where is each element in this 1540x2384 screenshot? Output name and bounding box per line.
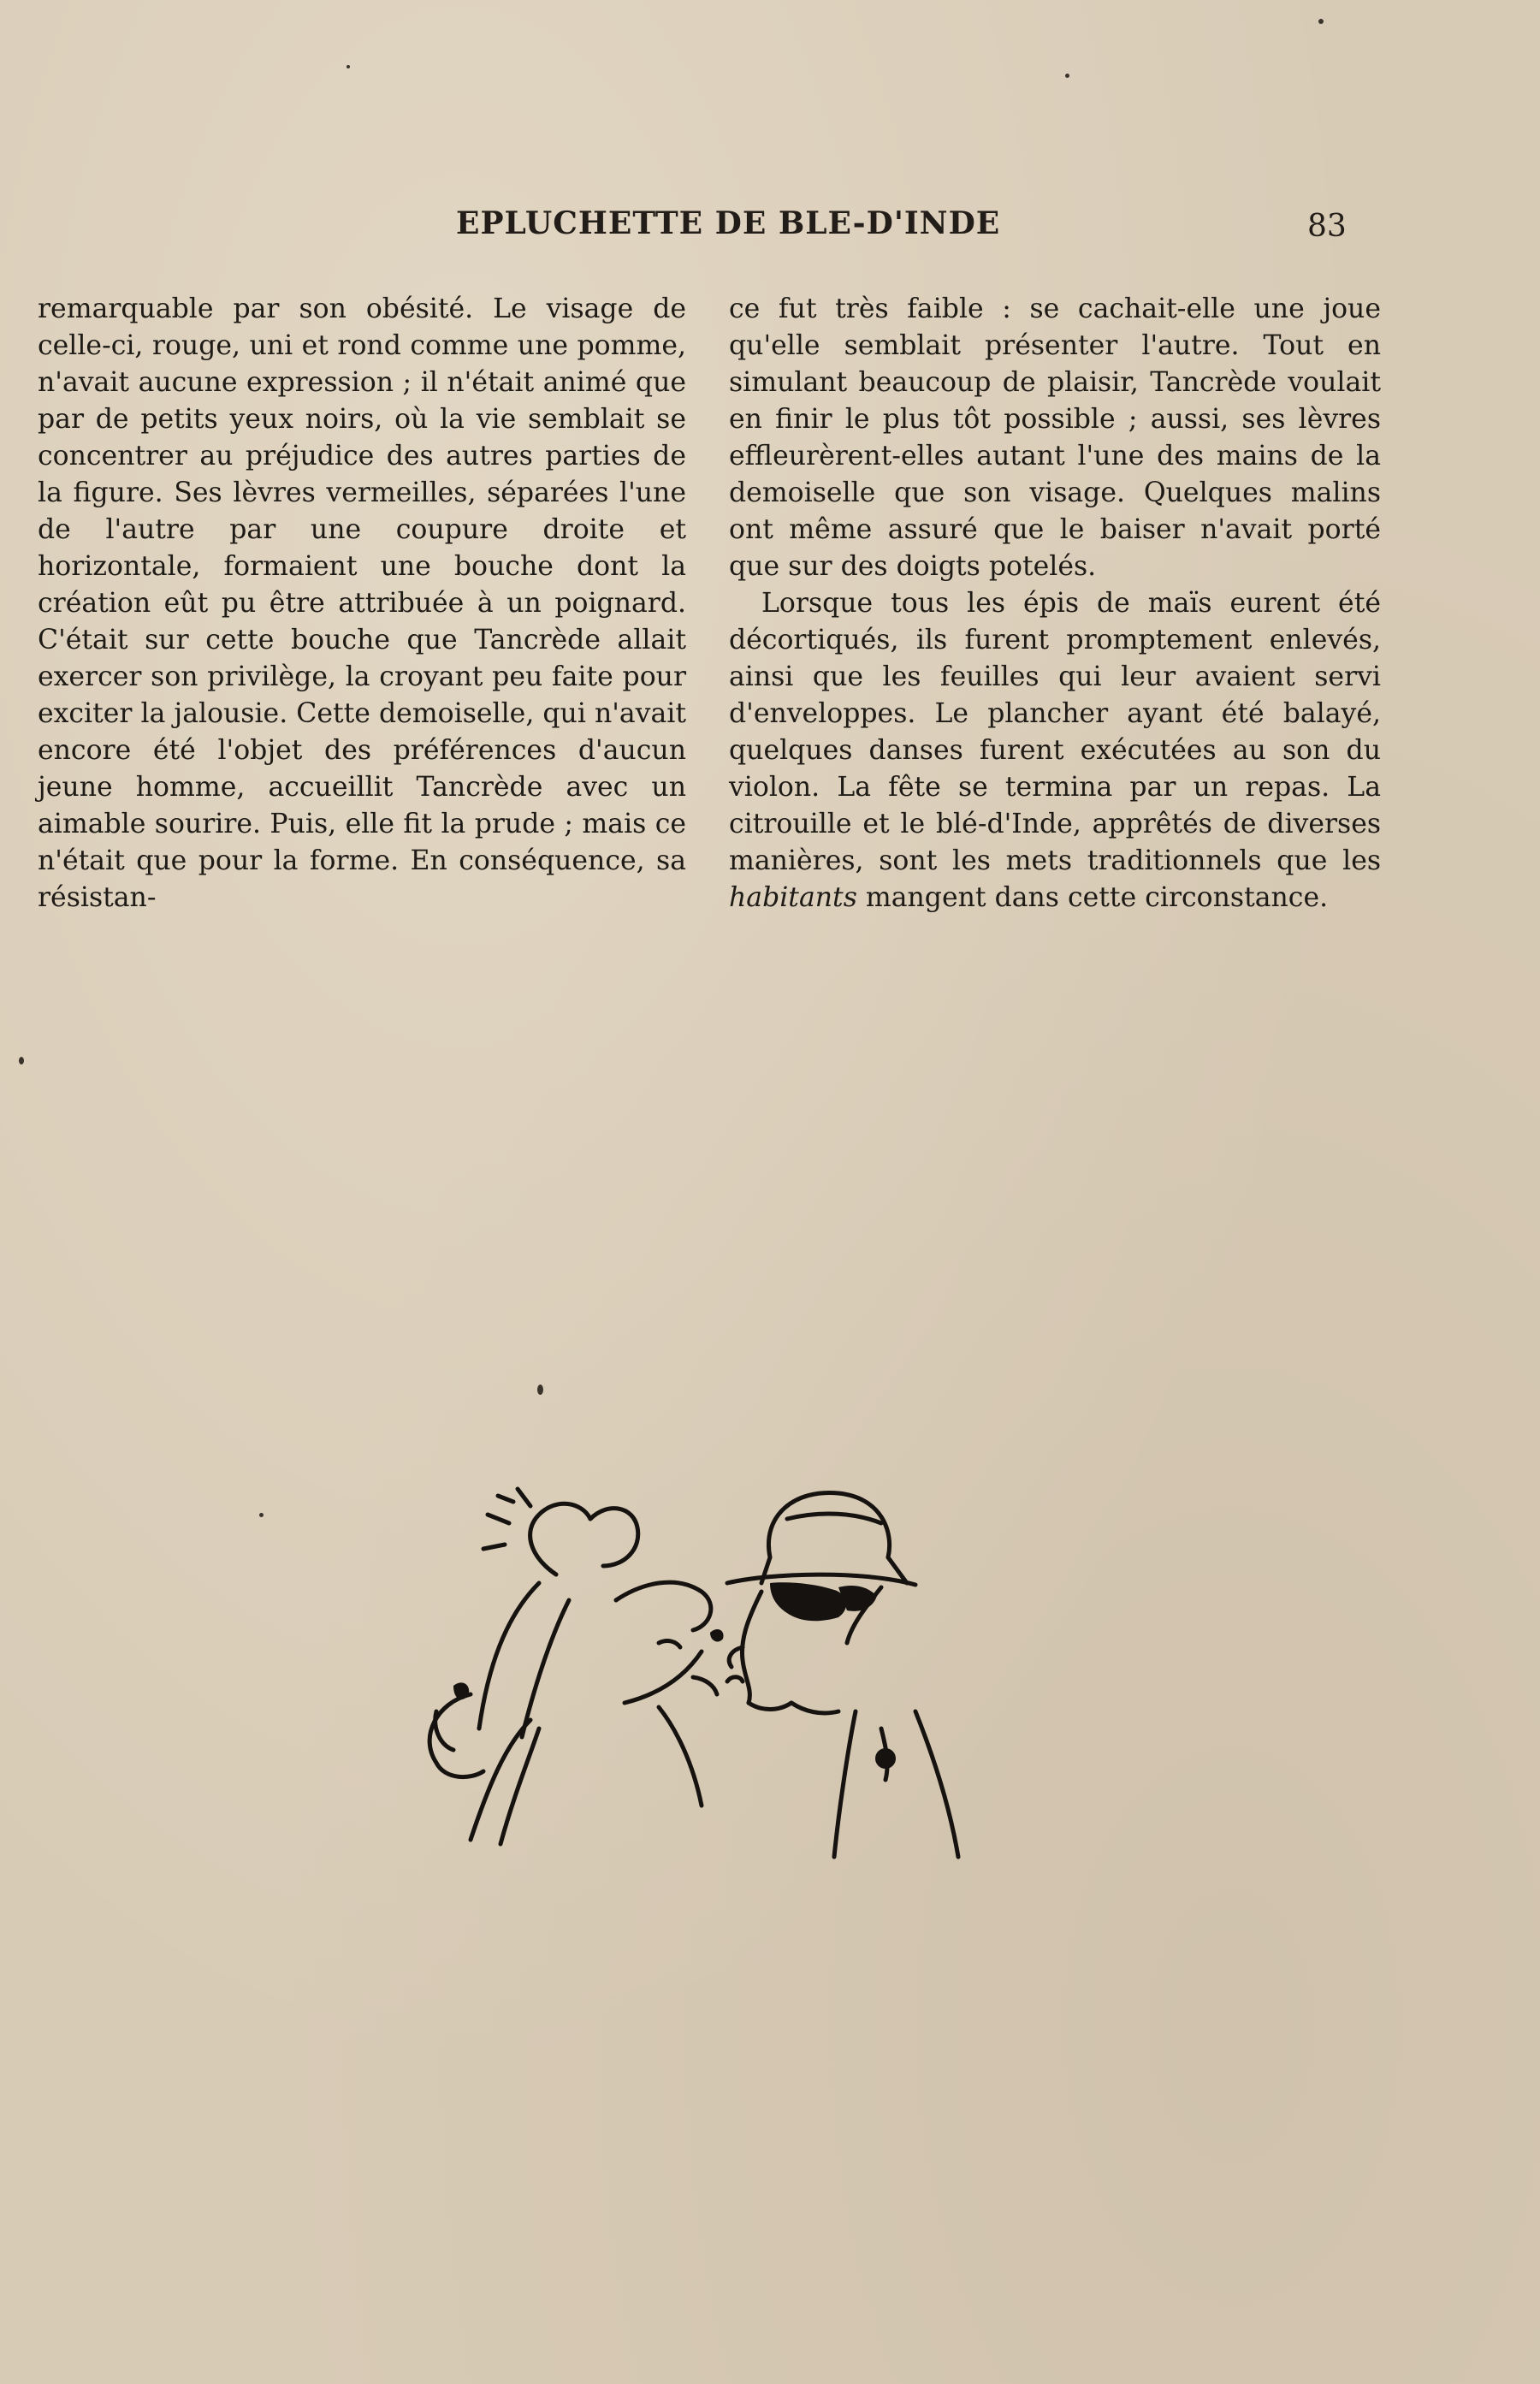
page-number: 83 xyxy=(1307,209,1347,244)
kiss-illustration xyxy=(402,1455,967,1917)
paragraph-text: Lorsque tous les épis de maïs eurent été décortiqués, ils furent promptement enlevés, ainsi que les feuilles qui leur avaient servi d'enveloppes. Le plancher ayant été balayé, quelques danses furent exécutées au son du violon. La fête se termina par un repas. La citrouille et le blé-d'Inde, apprêtés de diverses manières, sont les mets traditionnels que les xyxy=(729,588,1381,876)
paragraph-text-end: mangent dans cette circonstance. xyxy=(856,882,1329,913)
right-paragraph-1: ce fut très faible : se cachait-elle une joue qu'elle semblait présenter l'autre. Tout en simulant beaucoup de plaisir, Tancrède voulait en finir le plus tôt possible ; aussi, ses lèvres effleurèrent-elles autant l'une des mains de la demoiselle que son visage. Quelques malins ont même assuré que le baiser n'avait porté que sur des doigts potelés. xyxy=(729,294,1381,582)
right-paragraph-2 xyxy=(729,585,1381,916)
left-column xyxy=(38,291,686,916)
running-head xyxy=(0,205,1540,257)
left-paragraph: remarquable par son obésité. Le visage de celle-ci, rouge, uni et rond comme une pomme, n'avait aucune expression ; il n'était animé que par de petits yeux noirs, où la vie semblait se concentrer au préjudice des autres parties de la figure. Ses lèvres vermeilles, séparées l'une de l'autre par une coupure droite et horizontale, formaient une bouche dont la création eût pu être attribuée à un poignard. C'était sur cette bouche que Tancrède allait exercer son privilège, la croyant peu faite pour exciter la jalousie. Cette demoiselle, qui n'avait encore été l'objet des préférences d'aucun jeune homme, accueillit Tancrède avec un aimable sourire. Puis, elle fit la prude ; mais ce n'était que pour la forme. En conséquence, sa résistan- xyxy=(38,294,686,913)
running-title: EPLUCHETTE DE BLE-D'INDE xyxy=(456,205,1001,241)
right-column xyxy=(729,291,1381,916)
italic-word: habitants xyxy=(729,882,857,913)
